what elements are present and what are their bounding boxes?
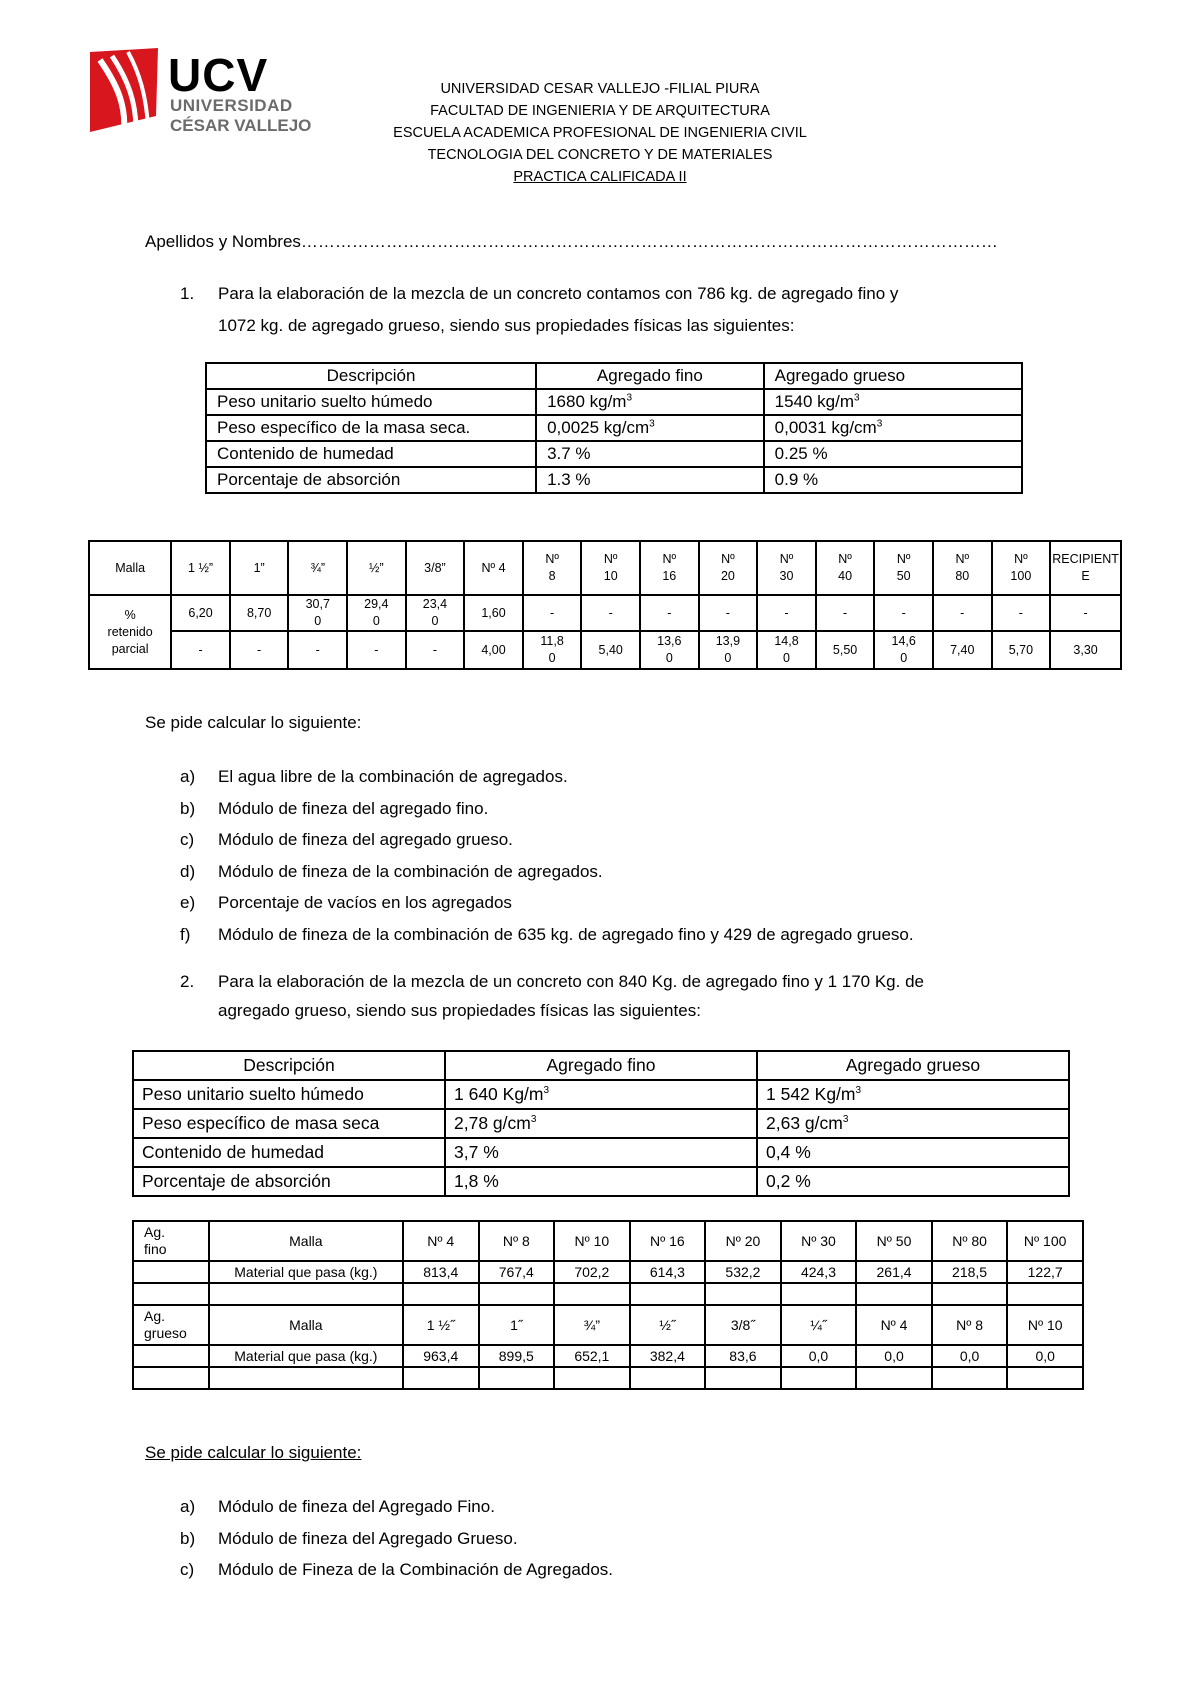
sieve-size-header: 1 ½˝ xyxy=(403,1305,479,1345)
sieve-value: - xyxy=(523,595,582,631)
sieve-size-header: Nº 10 xyxy=(1007,1305,1083,1345)
sieve-value: 5,50 xyxy=(816,631,875,669)
sieve-value: 8,70 xyxy=(230,595,289,631)
q1-header-fino: Agregado fino xyxy=(536,363,764,389)
sieve-value: - xyxy=(230,631,289,669)
sieve-value: 7,40 xyxy=(933,631,992,669)
sieve-pass-value: 0,0 xyxy=(856,1345,932,1367)
q1-ask-title: Se pide calcular lo siguiente: xyxy=(145,713,362,732)
list-item-letter: b) xyxy=(180,1528,196,1548)
sieve-pass-label: Material que pasa (kg.) xyxy=(209,1261,403,1283)
table-row xyxy=(133,1138,1069,1167)
empty-cell xyxy=(705,1283,781,1305)
sieve-value: - xyxy=(406,631,465,669)
header-university: UNIVERSIDAD CESAR VALLEJO -FILIAL PIURA xyxy=(440,81,760,97)
document-header xyxy=(280,78,920,188)
sieve-size-header: Nº 50 xyxy=(874,541,933,595)
cell-fino: 2,78 $g/cm^3$ xyxy=(445,1109,757,1138)
list-item: Módulo de fineza de la combinación de 635 kg. de agregado fino y 429 de agregado grueso. xyxy=(218,924,914,944)
sieve-size-header: Nº 20 xyxy=(705,1221,781,1261)
table-row xyxy=(89,631,1121,669)
table-row xyxy=(133,1080,1069,1109)
list-item-letter: d) xyxy=(180,861,196,881)
cell-fino: 1680 $kg/m^3$ xyxy=(536,389,764,415)
empty-cell xyxy=(403,1283,479,1305)
logo-line2: CÉSAR VALLEJO xyxy=(170,116,312,135)
cell-grueso: 1540 $kg/m^3$ xyxy=(764,389,1022,415)
q2-text-line2: agregado grueso, siendo sus propiedades físicas las siguientes: xyxy=(218,1001,701,1020)
empty-cell xyxy=(403,1367,479,1389)
sieve-pass-value: 424,3 xyxy=(781,1261,857,1283)
table-row xyxy=(206,467,1022,493)
list-item-letter: b) xyxy=(180,798,196,818)
list-item-letter: f) xyxy=(180,924,191,944)
cell-desc: Peso unitario suelto húmedo xyxy=(206,389,536,415)
sieve-pass-value: 767,4 xyxy=(479,1261,555,1283)
empty-cell xyxy=(479,1367,555,1389)
sieve-value: - xyxy=(992,595,1051,631)
list-item: Porcentaje de vacíos en los agregados xyxy=(218,893,512,912)
sieve-pass-value: 652,1 xyxy=(554,1345,630,1367)
empty-cell xyxy=(133,1367,209,1389)
list-item: Módulo de fineza del agregado fino. xyxy=(218,798,489,818)
sieve-row-label: % retenido parcial xyxy=(89,595,171,669)
sieve-value: 14,6 0 xyxy=(874,631,933,669)
empty-cell xyxy=(932,1367,1008,1389)
sieve-value: - xyxy=(816,595,875,631)
sieve-size-header: Nº 20 xyxy=(699,541,758,595)
sieve-size-header: Nº 8 xyxy=(479,1221,555,1261)
empty-cell xyxy=(209,1283,403,1305)
sieve-value: 5,40 xyxy=(581,631,640,669)
empty-cell xyxy=(781,1283,857,1305)
empty-cell xyxy=(630,1367,706,1389)
list-item-letter: a) xyxy=(180,1497,196,1516)
cell-fino: 3,7 % xyxy=(445,1138,757,1167)
sieve-value: - xyxy=(757,595,816,631)
list-item: Módulo de fineza del Agregado Fino. xyxy=(218,1497,495,1516)
sieve-value: 11,8 0 xyxy=(523,631,582,669)
logo-abbr: UCV xyxy=(168,49,269,101)
sieve-size-header: Nº 4 xyxy=(856,1305,932,1345)
cell-desc: Porcentaje de absorción xyxy=(206,467,536,493)
q1-header-desc: Descripción xyxy=(206,363,536,389)
q2-number: 2. xyxy=(180,972,195,991)
cell-fino: 3.7 % xyxy=(536,441,764,467)
sieve-header-malla: Malla xyxy=(89,541,171,595)
student-name-field: Apellidos y Nombres…………………………………………………………………………………………………………… xyxy=(145,232,998,251)
q2-sieve-table xyxy=(132,1220,1084,1390)
sieve-size-header: Nº 30 xyxy=(781,1221,857,1261)
table-row xyxy=(206,415,1022,441)
q1-text-line1: Para la elaboración de la mezcla de un concreto contamos con 786 kg. de agregado fino y xyxy=(218,284,899,303)
sieve-pass-value: 261,4 xyxy=(856,1261,932,1283)
header-faculty: FACULTAD DE INGENIERIA Y DE ARQUITECTURA xyxy=(430,103,770,119)
aggregate-group-label: Ag. fino xyxy=(133,1221,209,1261)
sieve-size-header: Nº 4 xyxy=(403,1221,479,1261)
sieve-value: - xyxy=(933,595,992,631)
cell-grueso: 1 542 $Kg/m^3$ xyxy=(757,1080,1069,1109)
table-row xyxy=(89,595,1121,631)
sieve-value: - xyxy=(347,631,406,669)
sieve-pass-value: 382,4 xyxy=(630,1345,706,1367)
sieve-pass-value: 614,3 xyxy=(630,1261,706,1283)
table-row xyxy=(206,389,1022,415)
aggregate-group-label: Ag. grueso xyxy=(133,1305,209,1345)
sieve-value: - xyxy=(288,631,347,669)
sieve-value: 14,8 0 xyxy=(757,631,816,669)
table-row xyxy=(133,1345,1083,1367)
sieve-size-header: Nº 40 xyxy=(816,541,875,595)
list-item: Módulo de Fineza de la Combinación de Agregados. xyxy=(218,1560,614,1579)
table-row xyxy=(133,1305,1083,1345)
cell-grueso: 0,0031 $kg/cm^3$ xyxy=(764,415,1022,441)
sieve-value: 13,9 0 xyxy=(699,631,758,669)
empty-cell xyxy=(705,1367,781,1389)
sieve-size-header: Nº 100 xyxy=(1007,1221,1083,1261)
cell-desc: Contenido de humedad xyxy=(206,441,536,467)
sieve-pass-value: 83,6 xyxy=(705,1345,781,1367)
list-item: El agua libre de la combinación de agregados. xyxy=(218,767,568,786)
list-item: Módulo de fineza del Agregado Grueso. xyxy=(218,1528,518,1548)
empty-cell xyxy=(133,1261,209,1283)
sieve-size-header: 1 ½” xyxy=(171,541,230,595)
empty-cell xyxy=(1007,1367,1083,1389)
sieve-pass-value: 813,4 xyxy=(403,1261,479,1283)
sieve-size-header: Nº 30 xyxy=(757,541,816,595)
list-item-letter: e) xyxy=(180,893,196,912)
empty-cell xyxy=(856,1283,932,1305)
table-row xyxy=(133,1221,1083,1261)
sieve-pass-value: 0,0 xyxy=(1007,1345,1083,1367)
sieve-value: 4,00 xyxy=(464,631,523,669)
cell-grueso: 0.9 % xyxy=(764,467,1022,493)
empty-cell xyxy=(133,1283,209,1305)
logo-line1: UNIVERSIDAD xyxy=(170,96,293,115)
table-row xyxy=(89,541,1121,595)
sieve-value: 5,70 xyxy=(992,631,1051,669)
empty-cell xyxy=(630,1283,706,1305)
table-row xyxy=(133,1283,1083,1305)
sieve-size-header: Nº 8 xyxy=(523,541,582,595)
sieve-size-header: Nº 80 xyxy=(932,1221,1008,1261)
sieve-value: - xyxy=(581,595,640,631)
cell-desc: Peso unitario suelto húmedo xyxy=(133,1080,445,1109)
sieve-size-header: ¾” xyxy=(554,1305,630,1345)
table-row xyxy=(133,1109,1069,1138)
sieve-size-header: 3/8” xyxy=(406,541,465,595)
cell-grueso: 0,2 % xyxy=(757,1167,1069,1196)
sieve-header-malla: Malla xyxy=(209,1305,403,1345)
sieve-value: 29,4 0 xyxy=(347,595,406,631)
header-school: ESCUELA ACADEMICA PROFESIONAL DE INGENIERIA CIVIL xyxy=(393,125,807,141)
empty-cell xyxy=(479,1283,555,1305)
sieve-size-header: ½” xyxy=(347,541,406,595)
sieve-size-header: Nº 10 xyxy=(581,541,640,595)
list-item-letter: a) xyxy=(180,767,196,786)
sieve-size-header: Nº 4 xyxy=(464,541,523,595)
sieve-size-header: 1˝ xyxy=(479,1305,555,1345)
sieve-value: - xyxy=(699,595,758,631)
sieve-size-header: Nº 80 xyxy=(933,541,992,595)
sieve-size-header: Nº 50 xyxy=(856,1221,932,1261)
sieve-pass-value: 122,7 xyxy=(1007,1261,1083,1283)
sieve-value: 1,60 xyxy=(464,595,523,631)
cell-desc: Peso específico de masa seca xyxy=(133,1109,445,1138)
sieve-pass-value: 0,0 xyxy=(781,1345,857,1367)
sieve-size-header: Nº 10 xyxy=(554,1221,630,1261)
q2-text-line1: Para la elaboración de la mezcla de un concreto con 840 Kg. de agregado fino y 1 170 Kg. de xyxy=(218,972,924,991)
list-item-letter: c) xyxy=(180,1560,195,1579)
empty-cell xyxy=(554,1283,630,1305)
sieve-value: 3,30 xyxy=(1050,631,1121,669)
q1-properties-table xyxy=(205,362,1023,494)
q1-text-line2: 1072 kg. de agregado grueso, siendo sus propiedades físicas las siguientes: xyxy=(218,316,795,335)
cell-fino: 1,8 % xyxy=(445,1167,757,1196)
table-row xyxy=(133,1367,1083,1389)
empty-cell xyxy=(554,1367,630,1389)
empty-cell xyxy=(781,1367,857,1389)
sieve-value: - xyxy=(874,595,933,631)
cell-fino: 1 640 $Kg/m^3$ xyxy=(445,1080,757,1109)
sieve-pass-value: 702,2 xyxy=(554,1261,630,1283)
cell-fino: 1.3 % xyxy=(536,467,764,493)
sieve-header-malla: Malla xyxy=(209,1221,403,1261)
empty-cell xyxy=(856,1367,932,1389)
sieve-size-header: RECIPIENT E xyxy=(1050,541,1121,595)
q1-header-grueso: Agregado grueso xyxy=(764,363,1022,389)
cell-grueso: 2,63 $g/cm^3$ xyxy=(757,1109,1069,1138)
sieve-size-header: 1” xyxy=(230,541,289,595)
q2-header-desc: Descripción xyxy=(133,1051,445,1080)
sieve-value: 30,7 0 xyxy=(288,595,347,631)
q2-header-fino: Agregado fino xyxy=(445,1051,757,1080)
header-course: TECNOLOGIA DEL CONCRETO Y DE MATERIALES xyxy=(427,147,773,163)
header-exam-title: PRACTICA CALIFICADA II xyxy=(513,169,687,185)
sieve-size-header: Nº 16 xyxy=(630,1221,706,1261)
sieve-size-header: Nº 8 xyxy=(932,1305,1008,1345)
cell-grueso: 0,4 % xyxy=(757,1138,1069,1167)
cell-desc: Porcentaje de absorción xyxy=(133,1167,445,1196)
list-item: Módulo de fineza de la combinación de agregados. xyxy=(218,861,603,881)
table-row xyxy=(133,1167,1069,1196)
sieve-size-header: ½˝ xyxy=(630,1305,706,1345)
sieve-value: 23,4 0 xyxy=(406,595,465,631)
sieve-pass-value: 218,5 xyxy=(932,1261,1008,1283)
q1-number: 1. xyxy=(180,284,195,303)
sieve-size-header: ¾” xyxy=(288,541,347,595)
sieve-value: 13,6 0 xyxy=(640,631,699,669)
list-item: Módulo de fineza del agregado grueso. xyxy=(218,830,513,849)
sieve-pass-value: 899,5 xyxy=(479,1345,555,1367)
list-item-letter: c) xyxy=(180,830,195,849)
sieve-size-header: Nº 100 xyxy=(992,541,1051,595)
sieve-value: - xyxy=(1050,595,1121,631)
cell-desc: Contenido de humedad xyxy=(133,1138,445,1167)
sieve-pass-value: 532,2 xyxy=(705,1261,781,1283)
sieve-size-header: 3/8˝ xyxy=(705,1305,781,1345)
table-row xyxy=(133,1261,1083,1283)
cell-desc: Peso específico de la masa seca. xyxy=(206,415,536,441)
sieve-value: - xyxy=(640,595,699,631)
sieve-size-header: ¼˝ xyxy=(781,1305,857,1345)
q2-header-grueso: Agregado grueso xyxy=(757,1051,1069,1080)
q1-sieve-table xyxy=(88,540,1122,670)
empty-cell xyxy=(133,1345,209,1367)
cell-grueso: 0.25 % xyxy=(764,441,1022,467)
empty-cell xyxy=(1007,1283,1083,1305)
sieve-value: - xyxy=(171,631,230,669)
empty-cell xyxy=(932,1283,1008,1305)
sieve-pass-label: Material que pasa (kg.) xyxy=(209,1345,403,1367)
sieve-pass-value: 963,4 xyxy=(403,1345,479,1367)
sieve-value: 6,20 xyxy=(171,595,230,631)
sieve-pass-value: 0,0 xyxy=(932,1345,1008,1367)
cell-fino: 0,0025 $kg/cm^3$ xyxy=(536,415,764,441)
q2-properties-table xyxy=(132,1050,1070,1197)
sieve-size-header: Nº 16 xyxy=(640,541,699,595)
empty-cell xyxy=(209,1367,403,1389)
table-row xyxy=(206,441,1022,467)
q2-ask-title: Se pide calcular lo siguiente: xyxy=(145,1443,362,1462)
